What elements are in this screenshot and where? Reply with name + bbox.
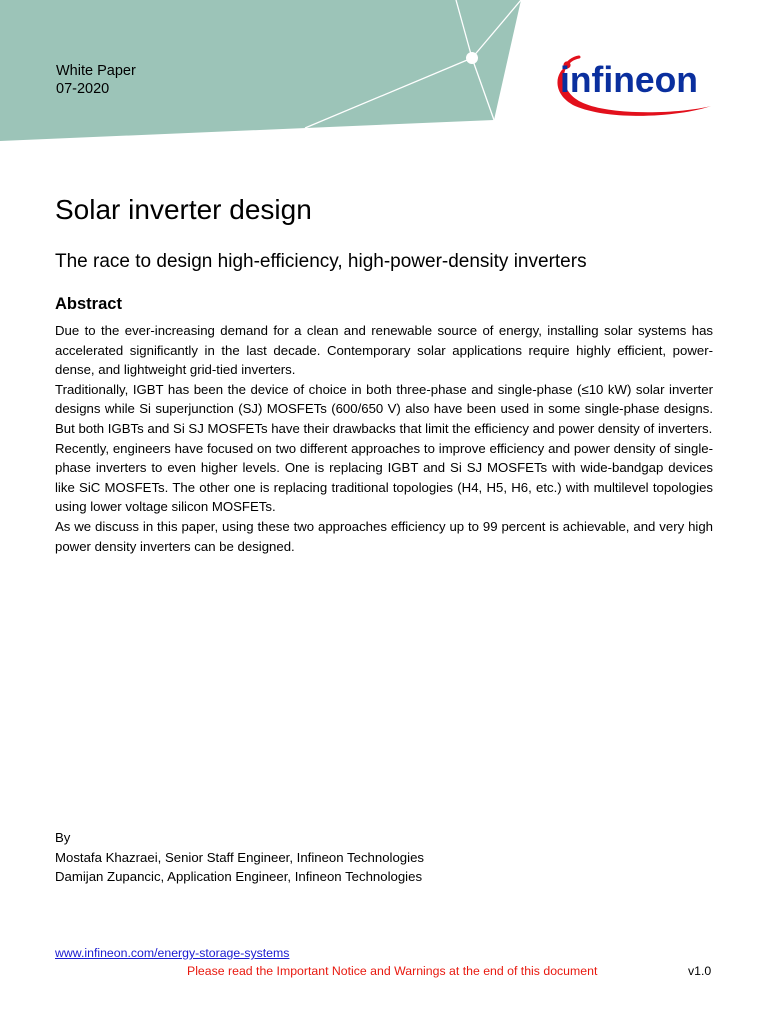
important-notice: Please read the Important Notice and Warnings at the end of this document xyxy=(187,964,598,978)
abstract-paragraph: As we discuss in this paper, using these two approaches efficiency up to 99 percent is achievable, and very high power density inverters can be designed. xyxy=(55,518,713,554)
abstract-body xyxy=(55,321,713,556)
website-link[interactable]: www.infineon.com/energy-storage-systems xyxy=(55,946,290,960)
infineon-logo xyxy=(553,48,715,120)
document-type xyxy=(56,62,136,98)
authors-by: By xyxy=(55,830,71,845)
abstract-paragraph: Traditionally, IGBT has been the device of choice in both three-phase and single-phase (≤10 kW) solar inverter designs while Si superjunction (SJ) MOSFETs (600/650 V) also have been used in some single-phase designs. But both IGBTs and Si SJ MOSFETs have their drawbacks that limit the efficiency and power density of inverters. xyxy=(55,381,713,436)
logo-wordmark: infineon xyxy=(560,59,698,100)
version-label: v1.0 xyxy=(688,964,712,978)
abstract-paragraph: Recently, engineers have focused on two different approaches to improve efficiency and power density of single-phase inverters to even higher levels. One is replacing IGBT and Si SJ MOSFETs with wide-bandgap devices like SiC MOSFETs. The other one is replacing traditional topologies (H4, H5, H6, etc.) with multilevel topologies using lower voltage silicon MOSFETs. xyxy=(55,440,713,515)
author-line: Mostafa Khazraei, Senior Staff Engineer, Infineon Technologies xyxy=(55,849,425,865)
page-subtitle: The race to design high-efficiency, high-power-density inverters xyxy=(55,251,587,272)
abstract-heading: Abstract xyxy=(55,295,122,313)
author-line: Damijan Zupancic, Application Engineer, Infineon Technologies xyxy=(55,869,423,885)
page-title: Solar inverter design xyxy=(55,194,312,225)
abstract-paragraph: Due to the ever-increasing demand for a clean and renewable source of energy, installing solar systems has accelerated significantly in the last decade. Contemporary solar applications require highly efficient, power-dense, and lightweight grid-tied inverters. xyxy=(55,323,713,378)
doc-type-label: White Paper xyxy=(56,63,136,79)
doc-date: 07-2020 xyxy=(56,81,110,97)
authors-block xyxy=(55,828,424,887)
